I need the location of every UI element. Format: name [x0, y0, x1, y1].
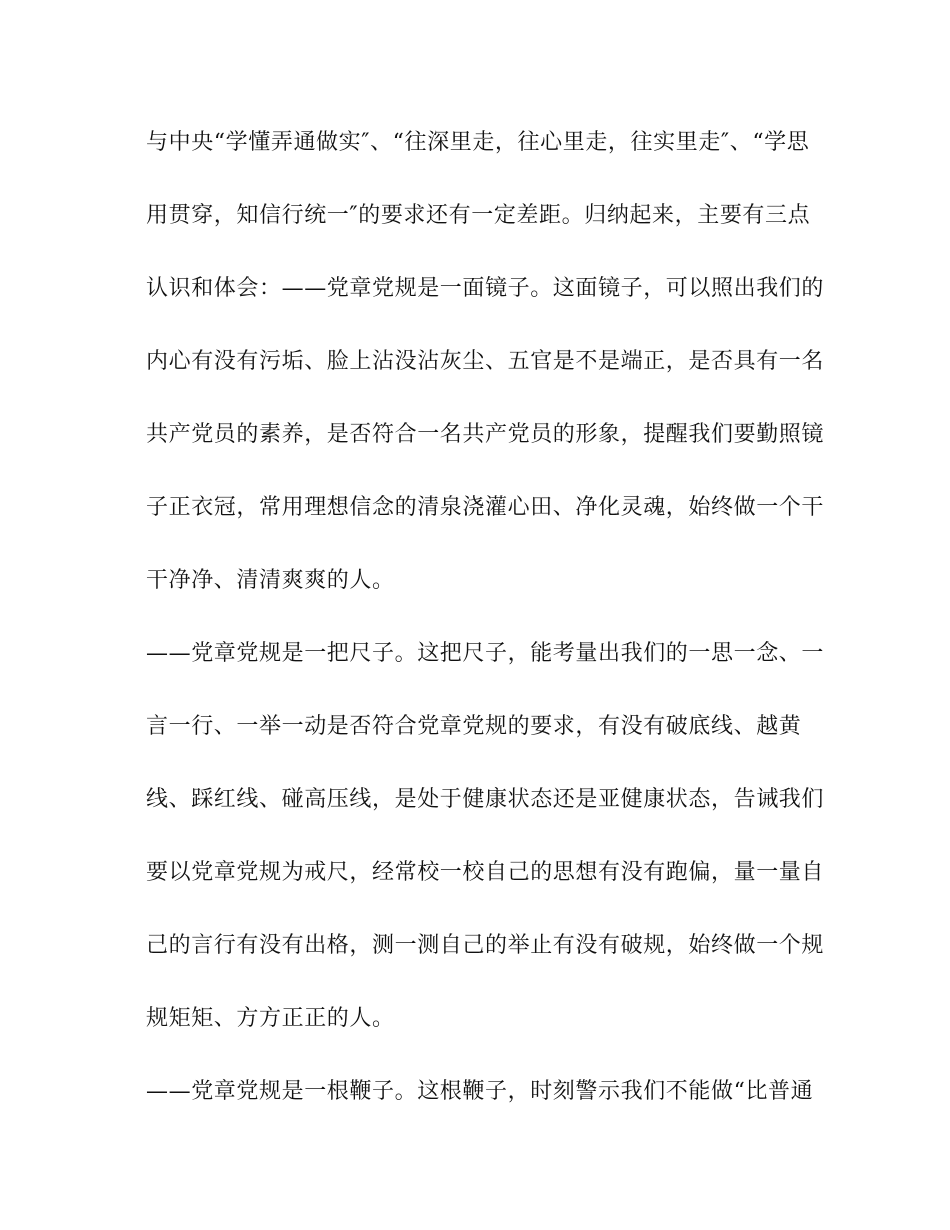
paragraph-line: 干净净、清清爽爽的人。	[146, 568, 395, 593]
paragraph-line: 规矩矩、方方正正的人。	[146, 1006, 395, 1031]
paragraph-line: ——党章党规是一把尺子。这把尺子，能考量出我们的一思一念、一	[146, 641, 825, 666]
paragraph-line: 要以党章党规为戒尺，经常校一校自己的思想有没有跑偏，量一量自	[146, 860, 825, 885]
paragraph-line: 己的言行有没有出格，测一测自己的举止有没有破规，始终做一个规	[146, 933, 825, 958]
paragraph-line: 用贯穿，知信行统一″的要求还有一定差距。归纳起来，主要有三点	[146, 203, 811, 228]
paragraph-line: 线、踩红线、碰高压线，是处于健康状态还是亚健康状态，告诫我们	[146, 787, 825, 812]
paragraph-line: 共产党员的素养，是否符合一名共产党员的形象，提醒我们要勤照镜	[146, 422, 825, 447]
paragraph-line: 认识和体会：——党章党规是一面镜子。这面镜子，可以照出我们的	[146, 276, 825, 301]
paragraph-line: 言一行、一举一动是否符合党章党规的要求，有没有破底线、越黄	[146, 714, 802, 739]
paragraph-line: 与中央“学懂弄通做实″、“往深里走，往心里走，往实里走″、“学思	[146, 130, 810, 155]
paragraph-line: ——党章党规是一根鞭子。这根鞭子，时刻警示我们不能做“比普通	[146, 1079, 814, 1104]
paragraph-line: 子正衣冠，常用理想信念的清泉浇灌心田、净化灵魂，始终做一个干	[146, 495, 825, 520]
paragraph-line: 内心有没有污垢、脸上沾没沾灰尘、五官是不是端正，是否具有一名	[146, 349, 825, 374]
